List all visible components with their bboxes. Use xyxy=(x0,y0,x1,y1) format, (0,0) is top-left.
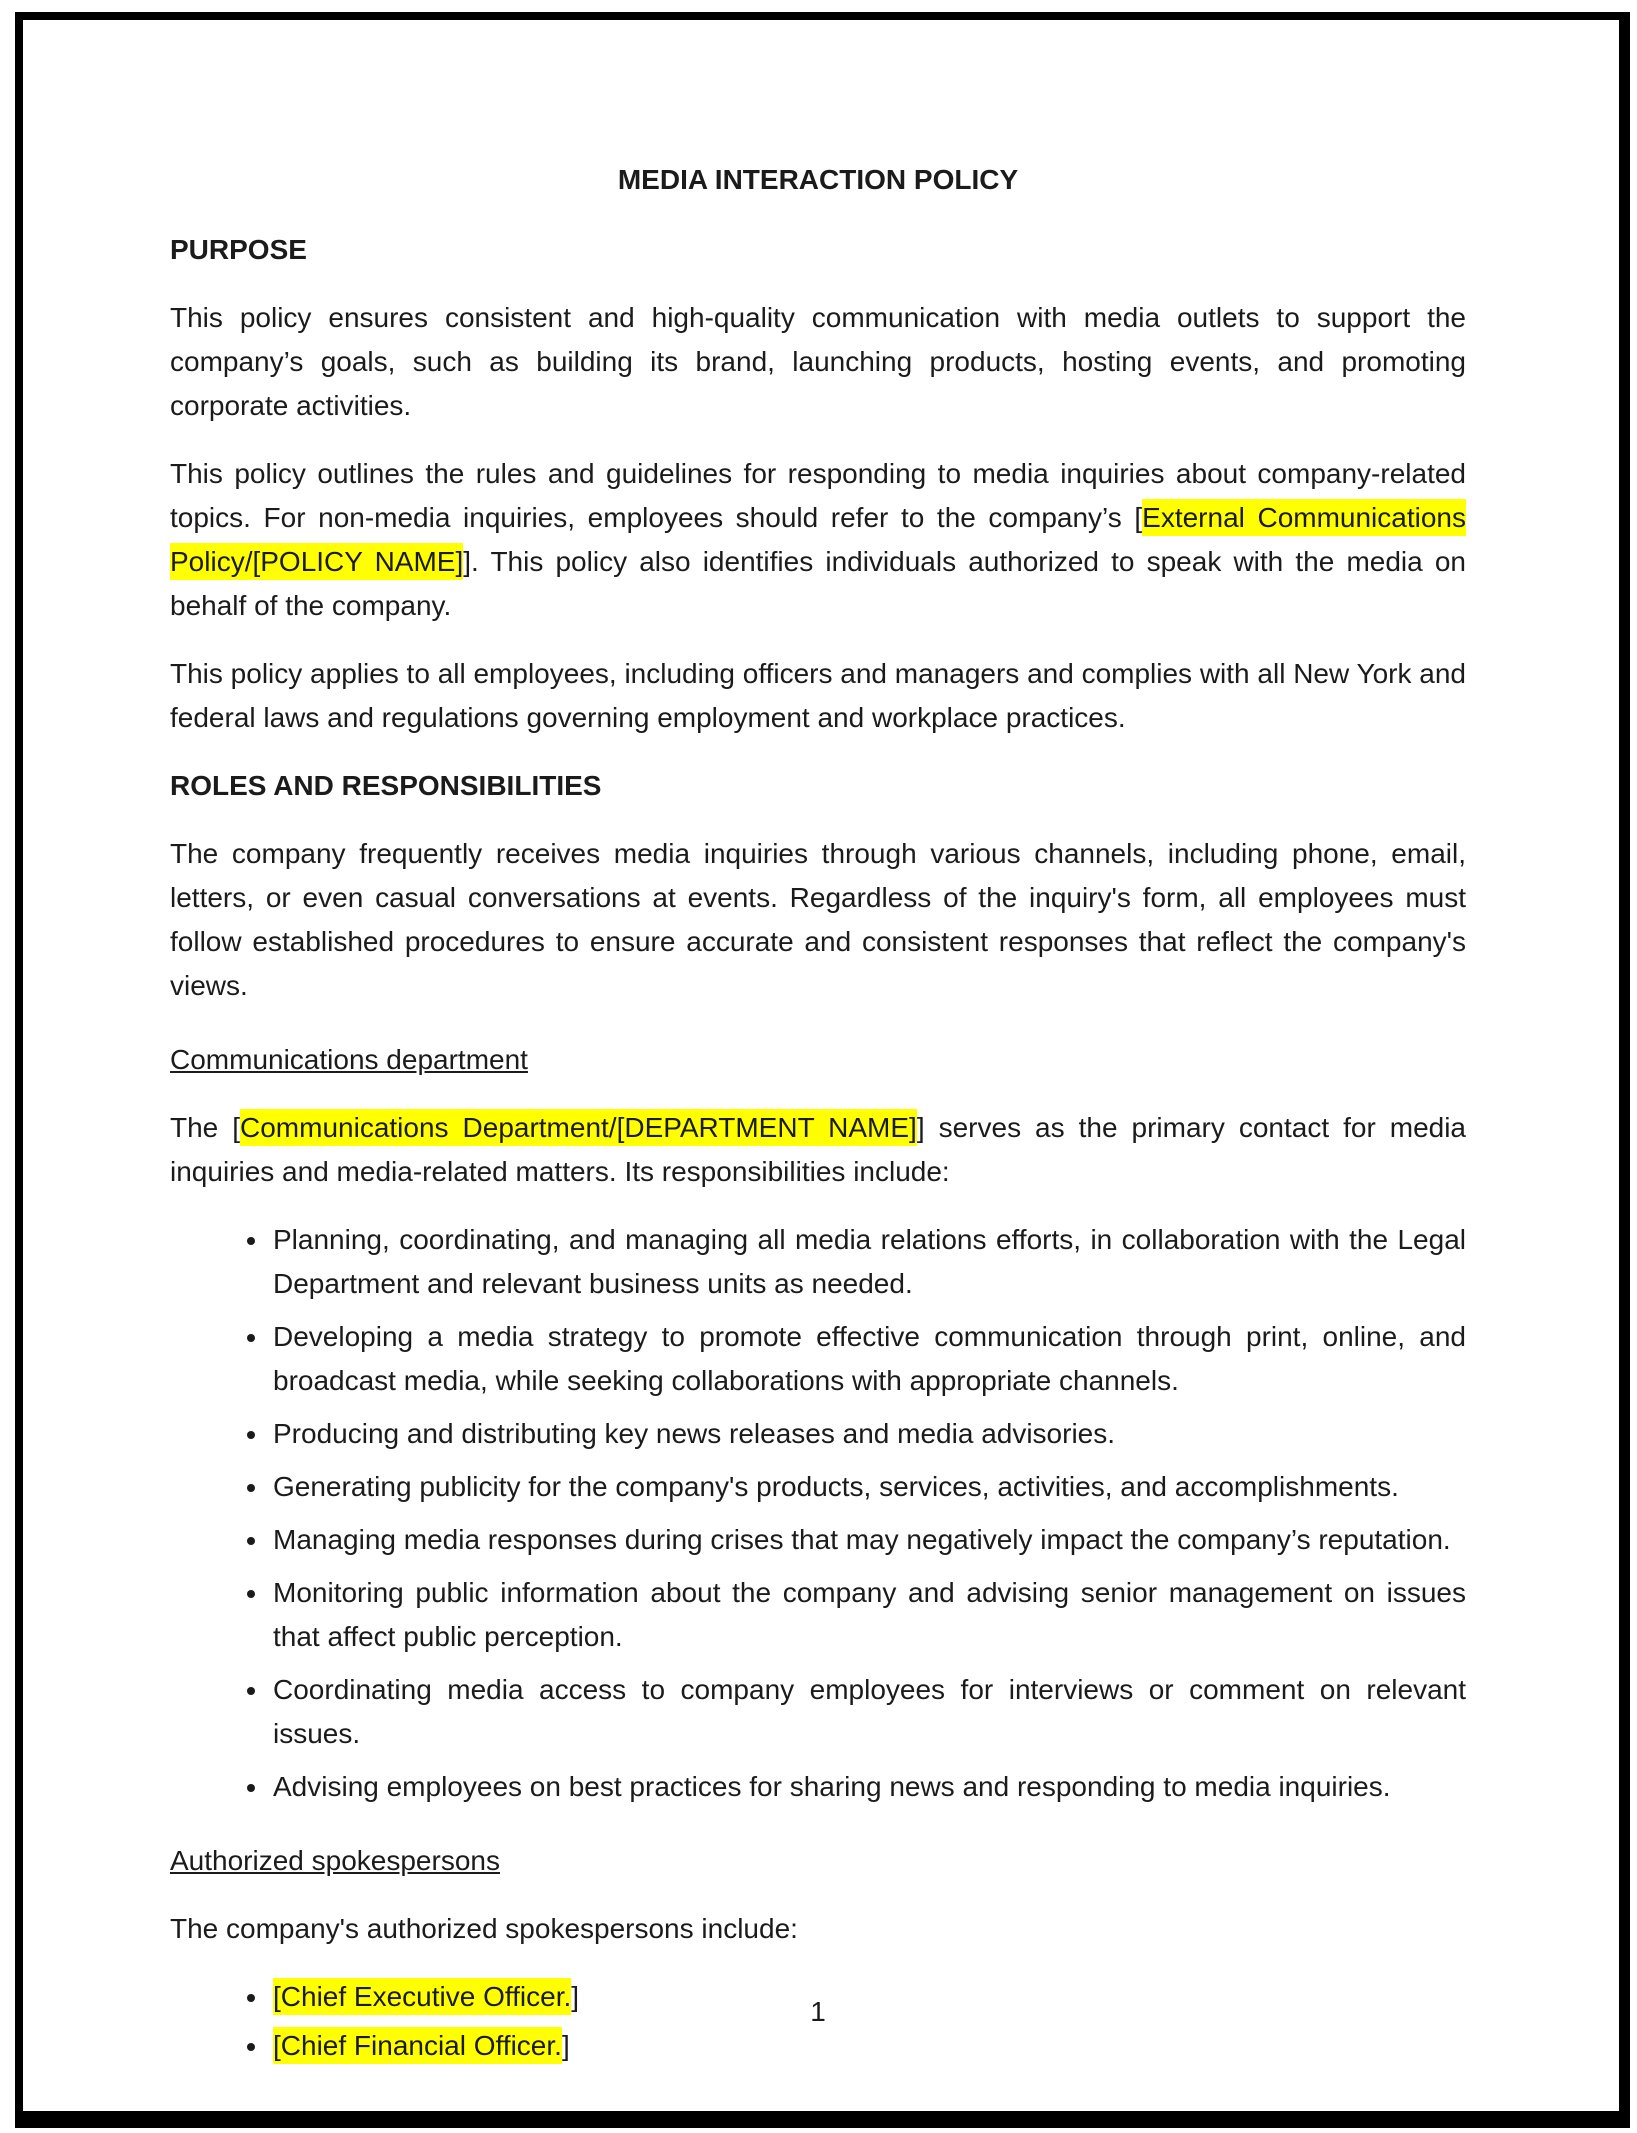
list-item xyxy=(270,1412,1466,1456)
responsibilities-list xyxy=(170,1218,1466,1809)
purpose-paragraph-3: This policy applies to all employees, including officers and managers and complies with all New York and federal laws and regulations governing employment and workplace practices. xyxy=(170,658,1466,733)
paragraph-text: ] serves as the primary contact for media inquiries and media-related matters. Its responsibilities include: xyxy=(170,1112,1467,1187)
highlighted-placeholder-cfo: [Chief Financial Officer. xyxy=(273,2027,562,2064)
list-item-text: Generating publicity for the company's products, services, activities, and accomplishments. xyxy=(273,1471,1399,1502)
document-title: MEDIA INTERACTION POLICY xyxy=(617,164,1019,195)
list-item xyxy=(270,1765,1466,1809)
section-heading-purpose: PURPOSE xyxy=(170,234,307,265)
list-item-text: ] xyxy=(571,1981,580,2012)
section-heading-roles: ROLES AND RESPONSIBILITIES xyxy=(170,770,602,801)
list-item xyxy=(270,1518,1466,1562)
list-item xyxy=(270,1668,1466,1756)
list-item-text: Producing and distributing key news releases and media advisories. xyxy=(273,1418,1116,1449)
list-item-text: Monitoring public information about the company and advising senior management on issues that affect public perception. xyxy=(273,1577,1466,1652)
list-item xyxy=(270,1218,1466,1306)
list-item-text: Planning, coordinating, and managing all media relations efforts, in collaboration with the Legal Department and relevant business units as needed. xyxy=(273,1224,1466,1299)
paragraph-text: The [ xyxy=(170,1112,241,1143)
list-item-text: ] xyxy=(561,2030,570,2061)
page-number: 1 xyxy=(810,1996,826,2027)
subheading-authorized-spokespersons: Authorized spokespersons xyxy=(170,1845,500,1876)
list-item xyxy=(270,1315,1466,1403)
roles-intro-paragraph: The company frequently receives media inquiries through various channels, including phone, email, letters, or even casual conversations at events. Regardless of the inquiry's form, all employees must follow established procedures to ensure accurate and consistent responses that reflect the company's views. xyxy=(170,838,1466,1001)
purpose-paragraph-2 xyxy=(170,452,1466,628)
highlighted-placeholder-policy-name: External Communications Policy/[POLICY NAME] xyxy=(170,499,1466,580)
highlighted-placeholder-ceo: [Chief Executive Officer. xyxy=(273,1978,571,2015)
paragraph-text: This policy outlines the rules and guidelines for responding to media inquiries about company-related topics. For non-media inquiries, employees should refer to the company’s [ xyxy=(170,458,1466,533)
list-item xyxy=(270,1465,1466,1509)
list-item-text: Coordinating media access to company employees for interviews or comment on relevant issues. xyxy=(273,1674,1466,1749)
document-content xyxy=(170,158,1466,2092)
spokespersons-intro-paragraph: The company's authorized spokespersons include: xyxy=(170,1913,798,1944)
list-item-text: Advising employees on best practices for sharing news and responding to media inquiries. xyxy=(273,1771,1391,1802)
purpose-paragraph-1: This policy ensures consistent and high-quality communication with media outlets to support the company’s goals, such as building its brand, launching products, hosting events, and promoting corporate activities. xyxy=(170,302,1466,421)
paragraph-text: ]. This policy also identifies individuals authorized to speak with the media on behalf of the company. xyxy=(170,546,1466,621)
communications-intro-paragraph xyxy=(170,1106,1466,1194)
list-item-text: Managing media responses during crises that may negatively impact the company’s reputation. xyxy=(273,1524,1451,1555)
list-item-text: Developing a media strategy to promote effective communication through print, online, and broadcast media, while seeking collaborations with appropriate channels. xyxy=(273,1321,1466,1396)
subheading-communications-department: Communications department xyxy=(170,1044,528,1075)
highlighted-placeholder-department-name: Communications Department/[DEPARTMENT NAME] xyxy=(240,1109,917,1146)
list-item xyxy=(270,1571,1466,1659)
